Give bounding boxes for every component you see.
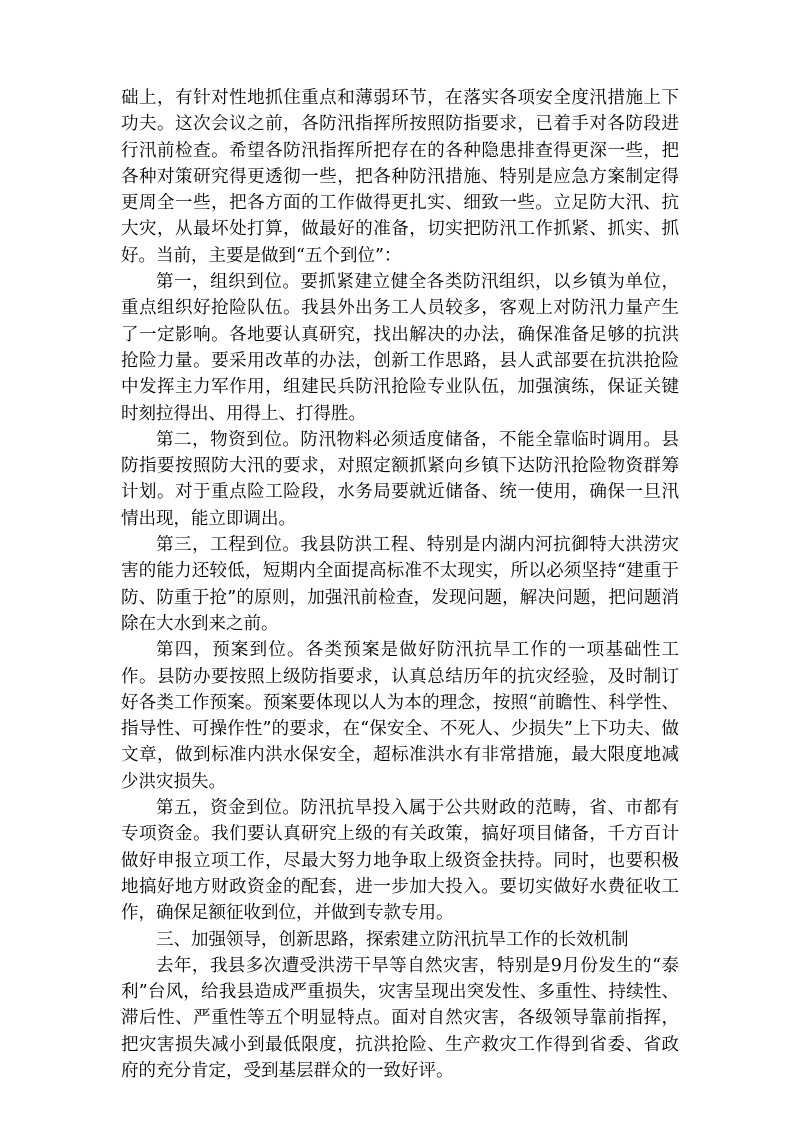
paragraph-plans: 第四，预案到位。各类预案是做好防汛抗旱工作的一项基础性工作。县防办要按照上级防指要求，认真总结历年的抗灾经验，及时制订好各类工作预案。预案要体现以人为本的理念，按照“前瞻性、科学性、指导性、可操作性”的要求，在“保安全、不死人、少损失”上下功夫、做文章，做到标准内洪水保安全，超标准洪水有非常措施，最大限度地减少洪灾损失。 bbox=[121, 640, 679, 792]
paragraph-organization: 第一，组织到位。要抓紧建立健全各类防汛组织，以乡镇为单位，重点组织好抢险队伍。我县外出务工人员较多，客观上对防汛力量产生了一定影响。各地要认真研究，找出解决的办法，确保准备足够的抗洪抢险力量。要采用改革的办法，创新工作思路，县人武部要在抗洪抢险中发挥主力军作用，组建民兵防汛抢险专业队伍，加强演练，保证关键时刻拉得出、用得上、打得胜。 bbox=[121, 272, 679, 424]
paragraph-materials: 第二，物资到位。防汛物料必须适度储备，不能全靠临时调用。县防指要按照防大汛的要求，对照定额抓紧向乡镇下达防汛抢险物资群筹计划。对于重点险工险段，水务局要就近储备、统一使用，确保一旦汛情出现，能立即调出。 bbox=[121, 429, 679, 529]
section-heading: 三、加强领导，创新思路，探索建立防汛抗旱工作的长效机制 bbox=[156, 929, 629, 950]
paragraph-last-year: 去年，我县多次遭受洪涝干旱等自然灾害，特别是9月份发生的“泰利”台风，给我县造成严重损失，灾害呈现出突发性、多重性、持续性、滞后性、严重性等五个明显特点。面对自然灾害，各级领导靠前指挥，把灾害损失减小到最低限度，抗洪抢险、生产救灾工作得到省委、省政府的充分肯定，受到基层群众的一致好评。 bbox=[121, 955, 679, 1081]
paragraph-funds: 第五，资金到位。防汛抗旱投入属于公共财政的范畴，省、市都有专项资金。我们要认真研究上级的有关政策，搞好项目储备，千方百计做好申报立项工作，尽最大努力地争取上级资金扶持。同时，也要积极地搞好地方财政资金的配套，进一步加大投入。要切实做好水费征收工作，确保足额征收到位，并做到专款专用。 bbox=[121, 798, 679, 924]
paragraph-engineering: 第三，工程到位。我县防洪工程、特别是内湖内河抗御特大洪涝灾害的能力还较低，短期内全面提高标准不太现实，所以必须坚持“建重于防、防重于抢”的原则，加强汛前检查，发现问题，解决问题，把问题消除在大水到来之前。 bbox=[121, 535, 679, 634]
paragraph-continuation: 础上，有针对性地抓住重点和薄弱环节，在落实各项安全度汛措施上下功夫。这次会议之前，各防汛指挥所按照防指要求，已着手对各防段进行汛前检查。希望各防汛指挥所把存在的各种隐患排查得更深一些，把各种对策研究得更透彻一些，把各种防汛措施、特别是应急方案制定得更周全一些，把各方面的工作做得更扎实、细致一些。立足防大汛、抗大灾，从最坏处打算，做最好的准备，切实把防汛工作抓紧、抓实、抓好。当前，主要是做到“五个到位”： bbox=[121, 88, 679, 266]
document-body bbox=[121, 85, 679, 1084]
